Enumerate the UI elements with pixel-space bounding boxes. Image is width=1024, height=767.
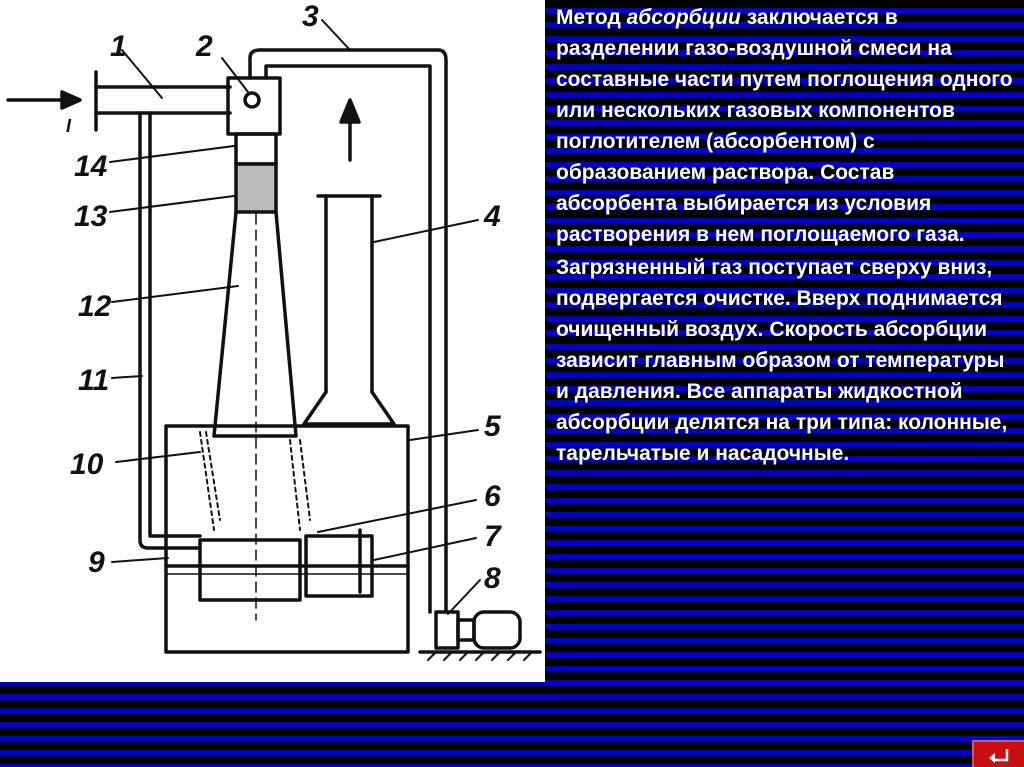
paragraph-2: Загрязненный газ поступает сверху вниз, подвергается очистке. Вверх поднимается очищенный воздух. Скорость абсорбции зависит главным образом от температуры и давления. Все аппараты жидкостной абсорбции делятся на три типа: колонные, тарельчатые и насадочные. <box>556 256 1008 465</box>
leader-4 <box>374 220 478 242</box>
description-text <box>548 2 1020 471</box>
label-13: 13 <box>74 200 108 233</box>
label-3: 3 <box>302 0 319 33</box>
label-14: 14 <box>74 150 108 183</box>
label-10: 10 <box>70 448 104 481</box>
leader-7 <box>374 538 476 560</box>
absorber-diagram <box>0 0 545 682</box>
leader-3 <box>322 20 350 50</box>
leader-1 <box>122 50 162 98</box>
paragraph-1-rest: заключается в разделении газо-воздушной смеси на составные части путем поглощения одного или нескольких газовых компонентов поглотителем (абсорбентом) с образованием раствора. Состав абсорбента выбирается из условия растворения в нем поглощаемого газа. <box>556 6 1013 246</box>
pump-motor <box>474 612 520 648</box>
leader-6 <box>318 500 476 532</box>
leader-11 <box>112 376 142 378</box>
leader-10 <box>116 452 200 462</box>
paragraph-1 <box>556 2 1020 250</box>
tube-diffuser <box>304 392 394 424</box>
packing-layer <box>236 164 276 212</box>
label-5: 5 <box>484 410 501 443</box>
paragraph-1-lead: Метод <box>556 6 627 29</box>
leader-9 <box>112 558 168 562</box>
label-7: 7 <box>484 520 501 553</box>
label-12: 12 <box>78 290 112 323</box>
return-button[interactable] <box>972 740 1024 767</box>
label-1: 1 <box>110 30 127 63</box>
leader-14 <box>110 146 234 162</box>
inlet-arrow-head <box>62 92 80 108</box>
label-2: 2 <box>196 30 213 63</box>
leader-13 <box>110 196 234 212</box>
label-11: 11 <box>78 364 110 397</box>
venturi-cone <box>214 212 296 436</box>
absorber-schematic <box>0 0 545 682</box>
return-pipe-inner <box>266 66 430 612</box>
spray-hatch <box>200 432 310 530</box>
distributor <box>236 134 276 164</box>
leader-12 <box>112 286 238 302</box>
nozzle <box>245 93 259 107</box>
pump-body <box>436 612 458 648</box>
inlet-mark: I <box>66 116 72 136</box>
bypass-pipe-inner <box>150 113 200 536</box>
label-9: 9 <box>88 546 105 579</box>
return-arrow-icon <box>987 746 1011 764</box>
label-6: 6 <box>484 480 501 513</box>
inner-chamber <box>200 540 300 600</box>
paragraph-1-emphasis: абсорбции <box>626 6 741 29</box>
label-4: 4 <box>484 200 501 233</box>
outlet-arrow-head <box>341 100 359 122</box>
pump-coupling <box>458 620 474 640</box>
leader-5 <box>410 430 478 440</box>
label-8: 8 <box>484 562 501 595</box>
leader-8 <box>448 580 480 614</box>
